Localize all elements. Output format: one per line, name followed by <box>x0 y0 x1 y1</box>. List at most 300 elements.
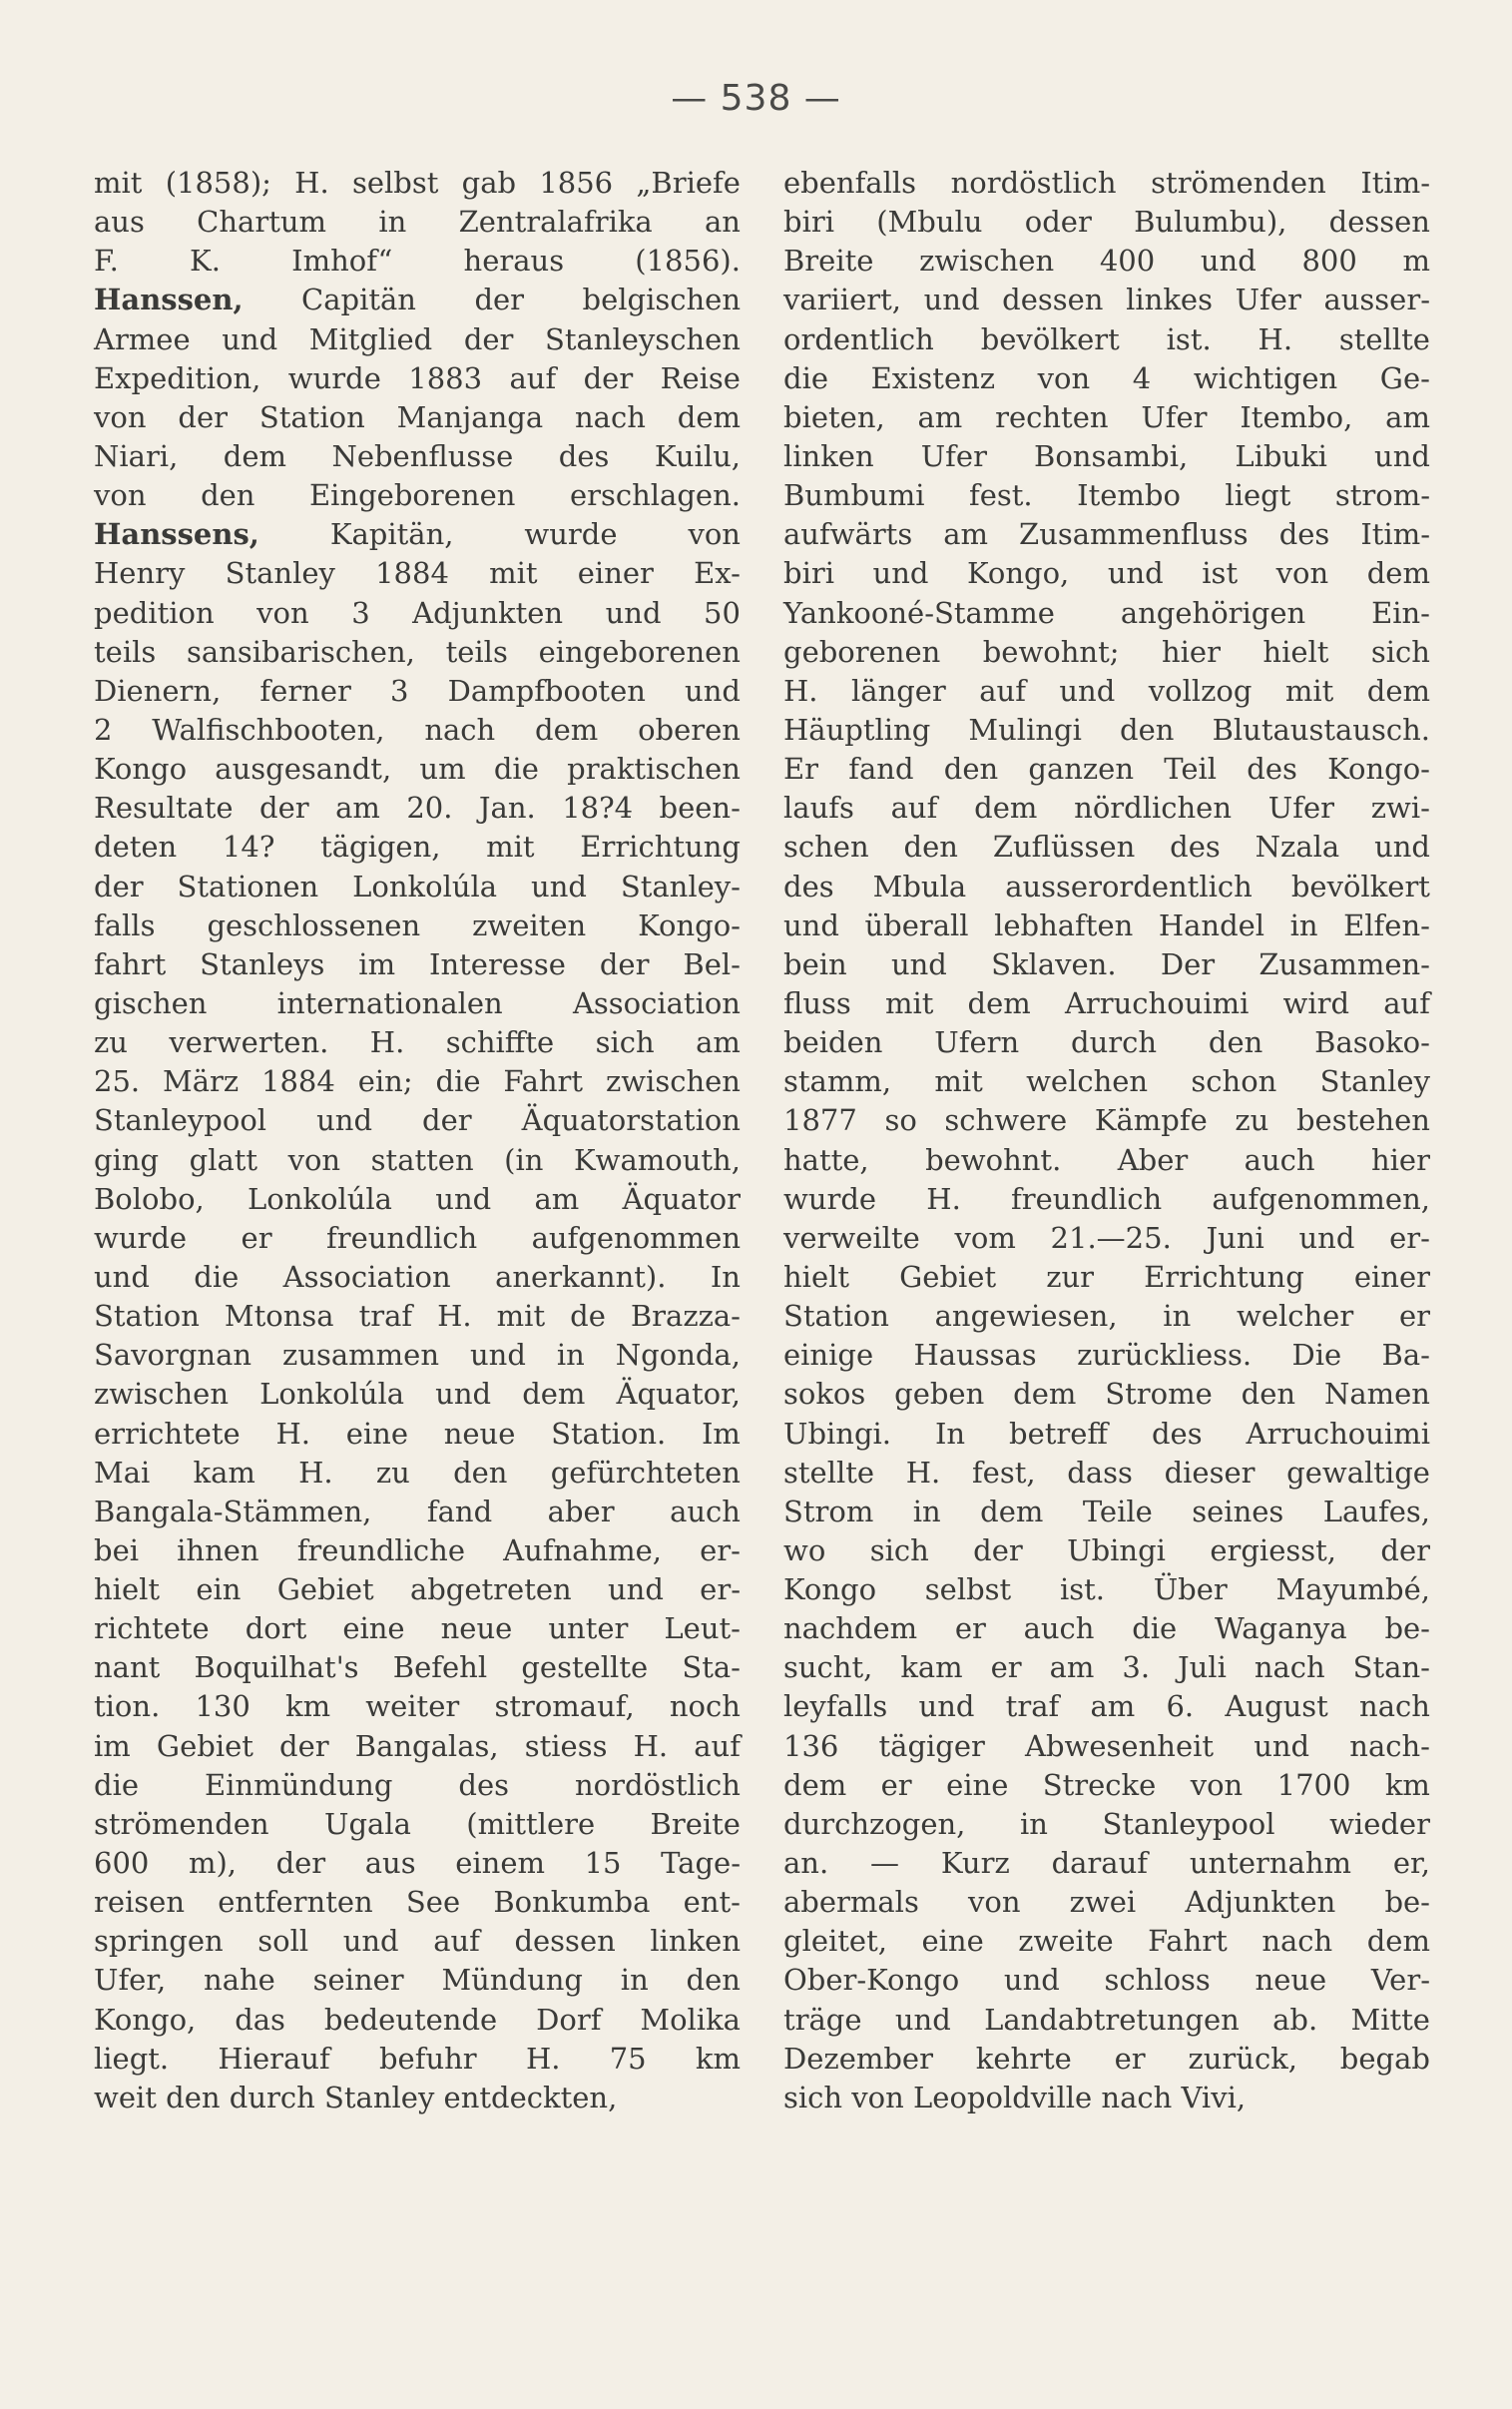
word: Stationen <box>177 869 319 903</box>
word: er- <box>700 1532 741 1567</box>
word: darauf <box>1051 1846 1148 1881</box>
word: Walfischbooten, <box>152 712 385 747</box>
word: der <box>275 1846 326 1881</box>
word: Leopoldville <box>913 2080 1102 2114</box>
word: Resultate <box>94 791 234 826</box>
word: 3. <box>1122 1650 1151 1685</box>
text-line <box>94 398 741 437</box>
word: Itembo <box>1077 478 1181 513</box>
word: zurückliess. <box>1077 1338 1253 1373</box>
word: auch <box>670 1494 741 1528</box>
text-line <box>783 633 1430 672</box>
text-line <box>94 984 741 1023</box>
word: auch <box>1244 1142 1315 1177</box>
word: Stanleys <box>200 946 325 981</box>
word: H. <box>294 166 329 200</box>
word: Der <box>1160 946 1216 981</box>
word: Kuilu, <box>654 438 741 473</box>
word: angehörigen <box>1120 595 1306 630</box>
word: Libuki <box>1235 438 1327 473</box>
word: sucht, <box>783 1650 873 1685</box>
word: vom <box>954 1220 1016 1255</box>
word: entdeckten, <box>443 2080 618 2114</box>
text-line <box>783 1609 1430 1648</box>
word: Ubingi <box>1067 1532 1166 1567</box>
word: wird <box>1282 985 1350 1020</box>
word: Station <box>94 1299 200 1334</box>
word: kehrte <box>975 2041 1072 2076</box>
word: des <box>1170 830 1221 865</box>
word: H. <box>783 673 818 708</box>
word: wo <box>783 1532 826 1567</box>
word: er, <box>1392 1846 1430 1881</box>
text-line <box>783 203 1430 242</box>
word: falls <box>94 907 156 942</box>
word: 15 <box>584 1846 622 1881</box>
word: den <box>903 830 958 865</box>
text-line <box>94 1375 741 1414</box>
word: Zusammenfluss <box>1019 517 1249 552</box>
text-line <box>783 2001 1430 2040</box>
word: in <box>1163 1299 1192 1334</box>
word: einer <box>577 556 654 591</box>
text-line <box>94 789 741 828</box>
word: schon <box>1191 1064 1277 1099</box>
word: praktischen <box>567 752 741 787</box>
word: ergiesst, <box>1210 1532 1336 1567</box>
word: Manjanga <box>396 399 544 434</box>
word: Ober-Kongo <box>783 1963 960 1998</box>
word: anerkannt). <box>495 1259 667 1294</box>
word: Bangalas, <box>354 1728 499 1763</box>
text-line <box>783 1922 1430 1961</box>
word: reisen <box>94 1885 186 1920</box>
word: mit <box>496 1299 546 1334</box>
word: ab. <box>1272 2002 1318 2037</box>
word: ist. <box>1059 1572 1105 1607</box>
word: dessen <box>514 1924 616 1959</box>
word: 50 <box>704 595 741 630</box>
text-line <box>783 1415 1430 1454</box>
word: richtete <box>94 1611 210 1646</box>
word: den <box>201 478 255 513</box>
word: die <box>783 360 829 395</box>
word: ein <box>196 1572 242 1607</box>
word: zusammen <box>282 1338 440 1373</box>
word: stamm, <box>783 1064 892 1099</box>
word: den <box>686 1963 741 1998</box>
word: neue <box>443 1416 516 1451</box>
text-line <box>94 2040 741 2079</box>
word: stellte <box>1338 321 1430 356</box>
word: von <box>688 517 741 552</box>
word: den <box>1241 1377 1296 1412</box>
word: Abwesenheit <box>1025 1728 1215 1763</box>
word: der <box>599 946 650 981</box>
word: selbst <box>351 166 439 200</box>
word: vollzog <box>1148 673 1253 708</box>
text-line <box>94 868 741 906</box>
word: Bangala-Stämmen, <box>94 1494 372 1528</box>
word: 18?4 <box>562 791 634 826</box>
word: und <box>1200 244 1257 279</box>
word: km <box>695 2041 741 2076</box>
word: zwischen <box>605 1064 741 1099</box>
word: Ngonda, <box>615 1338 741 1373</box>
word: ferner <box>259 673 351 708</box>
word: nant <box>94 1650 161 1685</box>
word: die <box>1132 1611 1178 1646</box>
word: in <box>912 1494 941 1528</box>
word: von <box>1275 556 1329 591</box>
word: bestehen <box>1295 1103 1430 1138</box>
word: von <box>94 399 147 434</box>
word: Lonkolúla <box>259 1377 405 1412</box>
word: unternahm <box>1189 1846 1352 1881</box>
word: Stanley <box>324 2080 444 2114</box>
text-line <box>783 476 1430 515</box>
text-line <box>94 1687 741 1726</box>
word: Blutaustausch. <box>1212 712 1430 747</box>
word: de <box>570 1299 606 1334</box>
text-line <box>783 398 1430 437</box>
word: deten <box>94 830 178 865</box>
word: nach- <box>1349 1728 1430 1763</box>
word: Tage- <box>661 1846 741 1881</box>
word: am <box>1090 1689 1136 1724</box>
word: glatt <box>189 1142 258 1177</box>
text-line <box>783 1805 1430 1844</box>
word: mit <box>1284 673 1334 708</box>
word: Existenz <box>870 360 996 395</box>
word: Bel- <box>683 946 741 981</box>
word: fest. <box>969 478 1033 513</box>
word: 2 <box>94 712 113 747</box>
word: Dezember <box>783 2041 933 2076</box>
word: aber <box>547 1494 615 1528</box>
word: mit <box>489 556 538 591</box>
word: Jan. <box>478 791 536 826</box>
word: hielt <box>94 1572 161 1607</box>
text-line <box>783 594 1430 633</box>
word: Kwamouth, <box>573 1142 741 1177</box>
word: Ufer <box>920 438 987 473</box>
text-line <box>783 1180 1430 1219</box>
word: Lonkolúla <box>248 1181 392 1216</box>
word: rechten <box>995 399 1109 434</box>
word: liegt. <box>94 2041 170 2076</box>
word: dessen <box>1002 283 1104 317</box>
word: Ein- <box>1371 595 1430 630</box>
word: dessen <box>1328 205 1430 240</box>
column-right <box>783 164 1430 2220</box>
word: dem <box>1366 1924 1430 1959</box>
word: eine <box>342 1611 405 1646</box>
word: 6. <box>1166 1689 1195 1724</box>
word: neue <box>1255 1963 1327 1998</box>
word: been- <box>659 791 741 826</box>
word: er- <box>700 1572 741 1607</box>
word: in <box>620 1963 649 1998</box>
word: am <box>943 517 989 552</box>
word: noch <box>669 1689 741 1724</box>
word: ein; <box>357 1064 413 1099</box>
word: teils <box>445 634 508 669</box>
word: In <box>934 1416 966 1451</box>
word: Kongo, <box>967 556 1070 591</box>
word: bieten, <box>783 399 885 434</box>
word: Kongo- <box>638 907 741 942</box>
word: freundlich <box>326 1220 478 1255</box>
word: H. <box>369 1025 405 1060</box>
word: Vivi, <box>1181 2080 1247 2114</box>
word: zwei <box>1069 1885 1137 1920</box>
text-line <box>94 437 741 476</box>
word: zu <box>1235 1103 1269 1138</box>
word: nordöstlich <box>574 1767 741 1802</box>
word: Capitän <box>301 283 416 317</box>
word: Zuflüssen <box>992 830 1136 865</box>
word: des <box>458 1767 509 1802</box>
word: bewohnt; <box>982 634 1120 669</box>
word: Über <box>1153 1572 1228 1607</box>
word: ging <box>94 1142 160 1177</box>
text-line <box>94 203 741 242</box>
word: er <box>990 1650 1022 1685</box>
word: Im <box>701 1416 741 1451</box>
word: Arruchouimi <box>1246 1416 1430 1451</box>
text-line <box>783 868 1430 906</box>
word: Bumbumi <box>783 478 925 513</box>
word: traf <box>1005 1689 1060 1724</box>
word: kam <box>900 1650 963 1685</box>
word: und <box>918 1689 975 1724</box>
text-line <box>94 554 741 593</box>
word: mit <box>486 830 535 865</box>
text-line <box>783 281 1430 319</box>
word: am <box>335 791 380 826</box>
word: Sta- <box>682 1650 741 1685</box>
word: ihnen <box>177 1532 259 1567</box>
word: Stanleyschen <box>545 321 741 356</box>
word: an <box>705 205 741 240</box>
text-line <box>94 1493 741 1531</box>
text-line <box>783 1101 1430 1140</box>
word: den <box>1120 712 1175 747</box>
word: Expedition, <box>94 360 261 395</box>
word: bevölkert <box>980 321 1120 356</box>
word: dem <box>1013 1377 1077 1412</box>
word: des <box>558 438 610 473</box>
word: springen <box>94 1924 224 1959</box>
text-line <box>94 1141 741 1180</box>
word: liegt <box>1225 478 1291 513</box>
word: welchen <box>1026 1064 1149 1099</box>
text-line <box>783 2079 1430 2117</box>
word: Zentralafrika <box>458 205 653 240</box>
word: Äquatorstation <box>521 1103 741 1138</box>
word: dieser <box>1164 1455 1256 1490</box>
word: Breite <box>650 1806 741 1841</box>
text-line <box>783 1141 1430 1180</box>
word: Henry <box>94 556 186 591</box>
word: 21.—25. <box>1050 1220 1172 1255</box>
word: entfernten <box>218 1885 373 1920</box>
word: Association <box>572 985 741 1020</box>
word: befuhr <box>378 2041 477 2076</box>
word: und <box>469 1338 526 1373</box>
word: km <box>285 1689 331 1724</box>
word: freundlich <box>1011 1181 1163 1216</box>
word: Chartum <box>197 205 327 240</box>
word: Gebiet <box>156 1728 253 1763</box>
word: und <box>872 556 929 591</box>
word: Imhof“ <box>291 244 393 279</box>
word: sich <box>783 2080 852 2114</box>
text-line <box>94 1531 741 1570</box>
word: weiter <box>365 1689 460 1724</box>
word: „Briefe <box>636 166 741 200</box>
word: Bonsambi, <box>1034 438 1189 473</box>
word: linken <box>783 438 874 473</box>
word: auch <box>1023 1611 1095 1646</box>
text-line <box>94 1805 741 1844</box>
word: belgischen <box>582 283 741 317</box>
word: Namen <box>1323 1377 1430 1412</box>
word: sich <box>1370 634 1430 669</box>
text-line <box>94 1297 741 1336</box>
text-line <box>783 1297 1430 1336</box>
text-line <box>783 1727 1430 1766</box>
word: Ufer <box>1235 283 1301 317</box>
text-line <box>783 906 1430 945</box>
word: und <box>605 595 662 630</box>
word: der <box>463 321 514 356</box>
word: Stanleypool <box>94 1103 267 1138</box>
word: die <box>493 752 539 787</box>
word: Nzala <box>1255 830 1340 865</box>
word: abermals <box>783 1885 919 1920</box>
word: variiert, <box>783 283 901 317</box>
text-line <box>94 1180 741 1219</box>
text-line <box>783 320 1430 359</box>
word: nahe <box>204 1963 275 1998</box>
word: Kongo <box>783 1572 877 1607</box>
word: 136 <box>783 1728 839 1763</box>
word: Ufern <box>934 1025 1020 1060</box>
word: Itim- <box>1360 166 1430 200</box>
word: Fahrt <box>503 1064 584 1099</box>
word: unter <box>548 1611 629 1646</box>
word: ist. <box>1166 321 1212 356</box>
word: statten <box>370 1142 474 1177</box>
word: geborenen <box>783 634 941 669</box>
word: Er <box>783 752 819 787</box>
word: der <box>422 1103 472 1138</box>
word: Kämpfe <box>1094 1103 1208 1138</box>
text-line <box>94 633 741 672</box>
word: Leut- <box>664 1611 741 1646</box>
word: Haussas <box>913 1338 1037 1373</box>
word: nach <box>1254 1650 1325 1685</box>
word: wieder <box>1329 1806 1430 1841</box>
word: teils <box>94 634 157 669</box>
word: Teil <box>1164 752 1218 787</box>
word: hatte, <box>783 1142 869 1177</box>
word: bein <box>783 946 847 981</box>
word: er- <box>1389 1220 1430 1255</box>
word: so <box>884 1103 917 1138</box>
word: den <box>166 2080 230 2114</box>
word: Mtonsa <box>224 1299 334 1334</box>
word: August <box>1225 1689 1328 1724</box>
word: oder <box>1024 205 1092 240</box>
word: freundliche <box>296 1532 466 1567</box>
word: verwerten. <box>169 1025 329 1060</box>
word: um <box>419 752 466 787</box>
word: Strom <box>783 1494 874 1528</box>
text-line <box>783 945 1430 984</box>
word: Aufnahme, <box>503 1532 663 1567</box>
word: fand <box>848 752 914 787</box>
word: betreff <box>1009 1416 1109 1451</box>
word: Ugala <box>324 1806 411 1841</box>
word: Adjunkten <box>412 595 564 630</box>
text-line <box>94 1258 741 1297</box>
word: der <box>94 869 144 903</box>
word: er <box>954 1611 986 1646</box>
text-line <box>783 672 1430 711</box>
word: (1856). <box>635 244 741 279</box>
text-line <box>94 1062 741 1101</box>
word: gestellte <box>521 1650 649 1685</box>
word: nach <box>575 399 646 434</box>
word: schloss <box>1104 1963 1211 1998</box>
word: und <box>1374 438 1430 473</box>
word: nach <box>424 712 496 747</box>
text-line <box>94 1961 741 2000</box>
word: stromauf, <box>494 1689 635 1724</box>
word: 14? <box>222 830 275 865</box>
word: wurde <box>94 1220 188 1255</box>
word: durch <box>229 2080 325 2114</box>
word: Fahrt <box>1148 1924 1228 1959</box>
word: von <box>851 2080 914 2114</box>
word: aus <box>94 205 145 240</box>
word: auf <box>433 1924 480 1959</box>
word: auf <box>890 791 938 826</box>
word: Ex- <box>694 556 741 591</box>
word: fahrt <box>94 946 167 981</box>
word: traf <box>358 1299 413 1334</box>
word: 1884 <box>261 1064 335 1099</box>
word: Molika <box>640 2002 741 2037</box>
word: der <box>583 360 634 395</box>
word: strömenden <box>94 1806 269 1841</box>
word: — <box>870 1846 900 1881</box>
text-line <box>94 1844 741 1883</box>
word: Interesse <box>429 946 566 981</box>
word: beiden <box>783 1025 883 1060</box>
word: stiess <box>524 1728 608 1763</box>
word: Mayumbé, <box>1275 1572 1430 1607</box>
word: Niari, <box>94 438 179 473</box>
word: den <box>943 752 999 787</box>
word: Ufer, <box>94 1963 167 1998</box>
word: bedeutende <box>323 2002 498 2037</box>
word: März <box>163 1064 240 1099</box>
word: Ufer <box>1267 791 1334 826</box>
